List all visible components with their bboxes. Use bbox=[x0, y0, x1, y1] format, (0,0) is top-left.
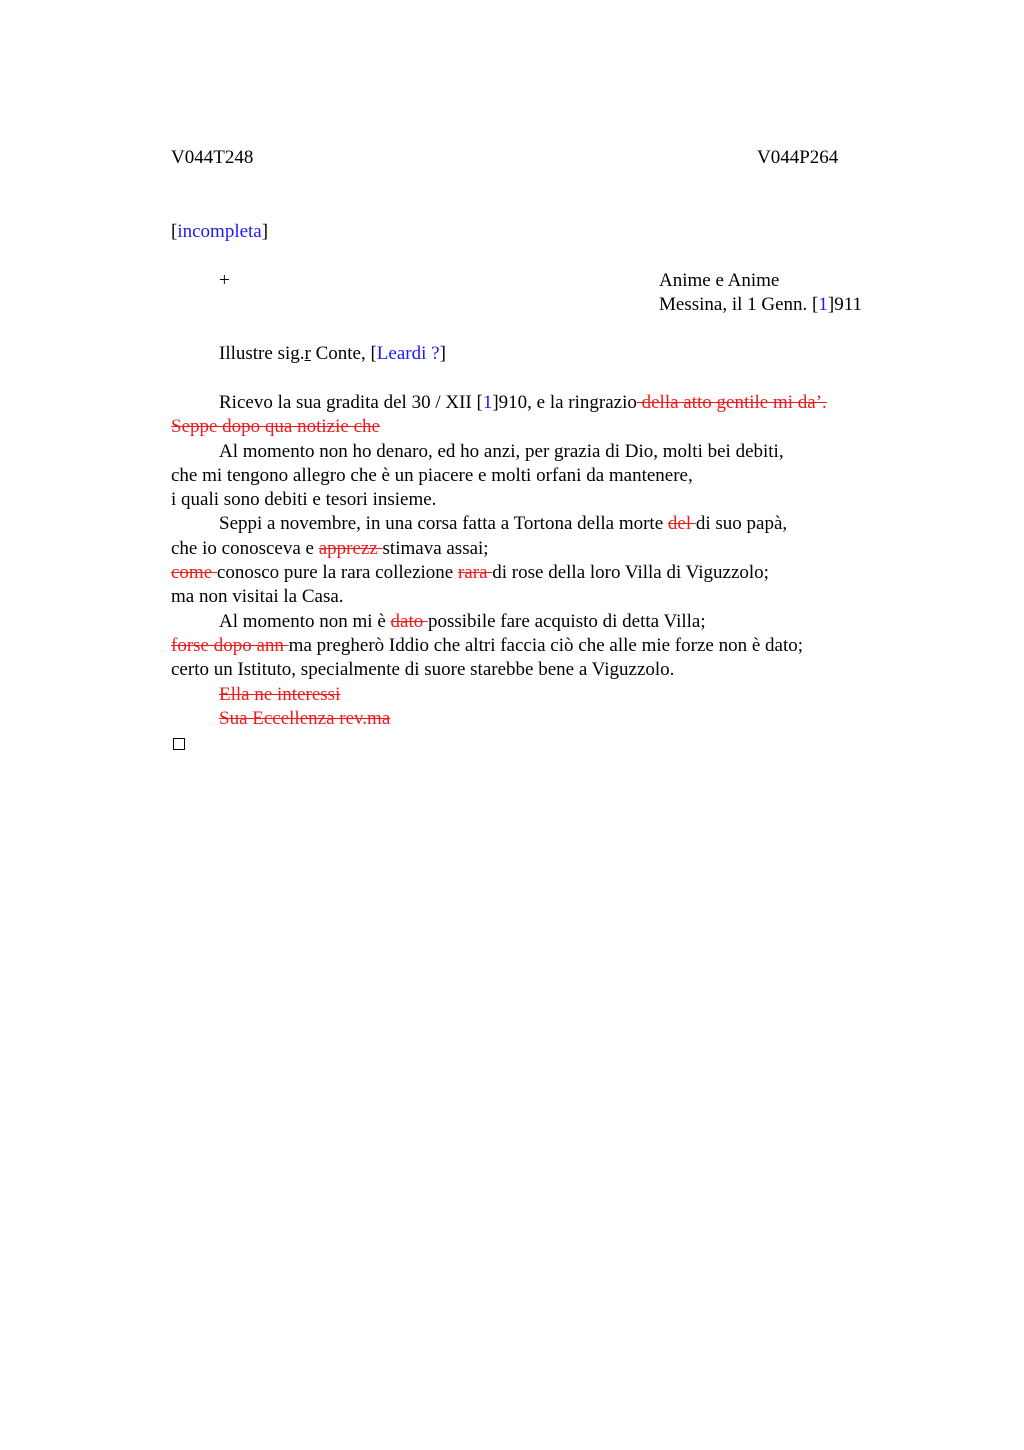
text-run: possibile fare acquisto di detta Villa; bbox=[427, 610, 706, 632]
deleted-text: della atto gentile mi da’. bbox=[636, 392, 827, 413]
letter-heading bbox=[659, 269, 862, 318]
status-note bbox=[171, 220, 268, 244]
text-run: di suo papà, bbox=[695, 513, 788, 535]
date-year-rest: ]911 bbox=[827, 294, 862, 316]
body-line bbox=[171, 415, 871, 439]
deleted-text: dato bbox=[390, 610, 428, 632]
salutation-mid: Conte, [ bbox=[310, 343, 377, 364]
body-line: Al momento non ho denaro, ed ho anzi, per grazia di Dio, molti bei debiti, bbox=[219, 440, 784, 462]
heading-motto: Anime e Anime bbox=[659, 270, 780, 291]
text-run: ]910, e la ringrazio bbox=[492, 392, 637, 413]
salutation-text: Illustre sig. bbox=[219, 343, 305, 364]
text-run: Al momento non mi è bbox=[219, 610, 391, 632]
body-line: che mi tengono allegro che è un piacere e molti orfani da mantenere, bbox=[171, 464, 693, 486]
checkbox-square-icon bbox=[173, 738, 185, 750]
bracket-close: ] bbox=[261, 221, 269, 242]
deleted-text: rara bbox=[457, 562, 493, 584]
deleted-text: Seppe dopo qua notizie che bbox=[171, 416, 380, 438]
document-code-left: V044T248 bbox=[171, 147, 254, 168]
text-run: Ricevo la sua gradita del 30 / XII [ bbox=[219, 392, 483, 413]
date-editorial-digit: 1 bbox=[818, 294, 828, 316]
deleted-text: forse dopo ann bbox=[171, 634, 289, 656]
body-line bbox=[171, 561, 871, 585]
text-run: stimava assai; bbox=[382, 537, 489, 559]
salutation-superscript: r bbox=[304, 343, 311, 364]
deleted-text: apprezz bbox=[318, 537, 383, 559]
recipient-name: Leardi ? bbox=[376, 343, 440, 364]
heading-date bbox=[659, 293, 862, 317]
body-line bbox=[171, 537, 871, 561]
deleted-text: del bbox=[667, 513, 696, 535]
text-run: ma pregherò Iddio che altri faccia ciò che alle mie forze non è dato; bbox=[288, 634, 803, 656]
body-line: i quali sono debiti e tesori insieme. bbox=[171, 489, 437, 511]
text-run: che io conosceva e bbox=[171, 537, 319, 559]
salutation bbox=[219, 342, 446, 366]
body-line bbox=[171, 391, 871, 415]
date-text: Messina, il 1 Genn. [ bbox=[659, 294, 819, 316]
bracket-open: [ bbox=[171, 221, 178, 242]
cross-symbol: + bbox=[219, 270, 230, 291]
document-code-right: V044P264 bbox=[757, 147, 839, 168]
salutation-close: ] bbox=[439, 343, 446, 364]
letter-body bbox=[171, 391, 871, 731]
deleted-text: Sua Eccellenza rev.ma bbox=[219, 707, 391, 729]
body-line bbox=[171, 707, 871, 731]
text-run: Seppi a novembre, in una corsa fatta a Tortona della morte bbox=[219, 513, 668, 535]
text-run: di rose della loro Villa di Viguzzolo; bbox=[492, 562, 769, 584]
editorial-digit: 1 bbox=[482, 392, 493, 413]
status-label: incompleta bbox=[177, 221, 262, 242]
deleted-text: come bbox=[171, 562, 217, 584]
body-line: certo un Istituto, specialmente di suore starebbe bene a Viguzzolo. bbox=[171, 659, 675, 681]
body-line bbox=[171, 683, 871, 707]
text-run: conosco pure la rara collezione bbox=[216, 562, 458, 584]
deleted-text: Ella ne interessi bbox=[219, 683, 341, 705]
body-line: ma non visitai la Casa. bbox=[171, 586, 344, 608]
body-line bbox=[171, 634, 871, 658]
body-line bbox=[171, 512, 871, 536]
body-line bbox=[171, 610, 871, 634]
